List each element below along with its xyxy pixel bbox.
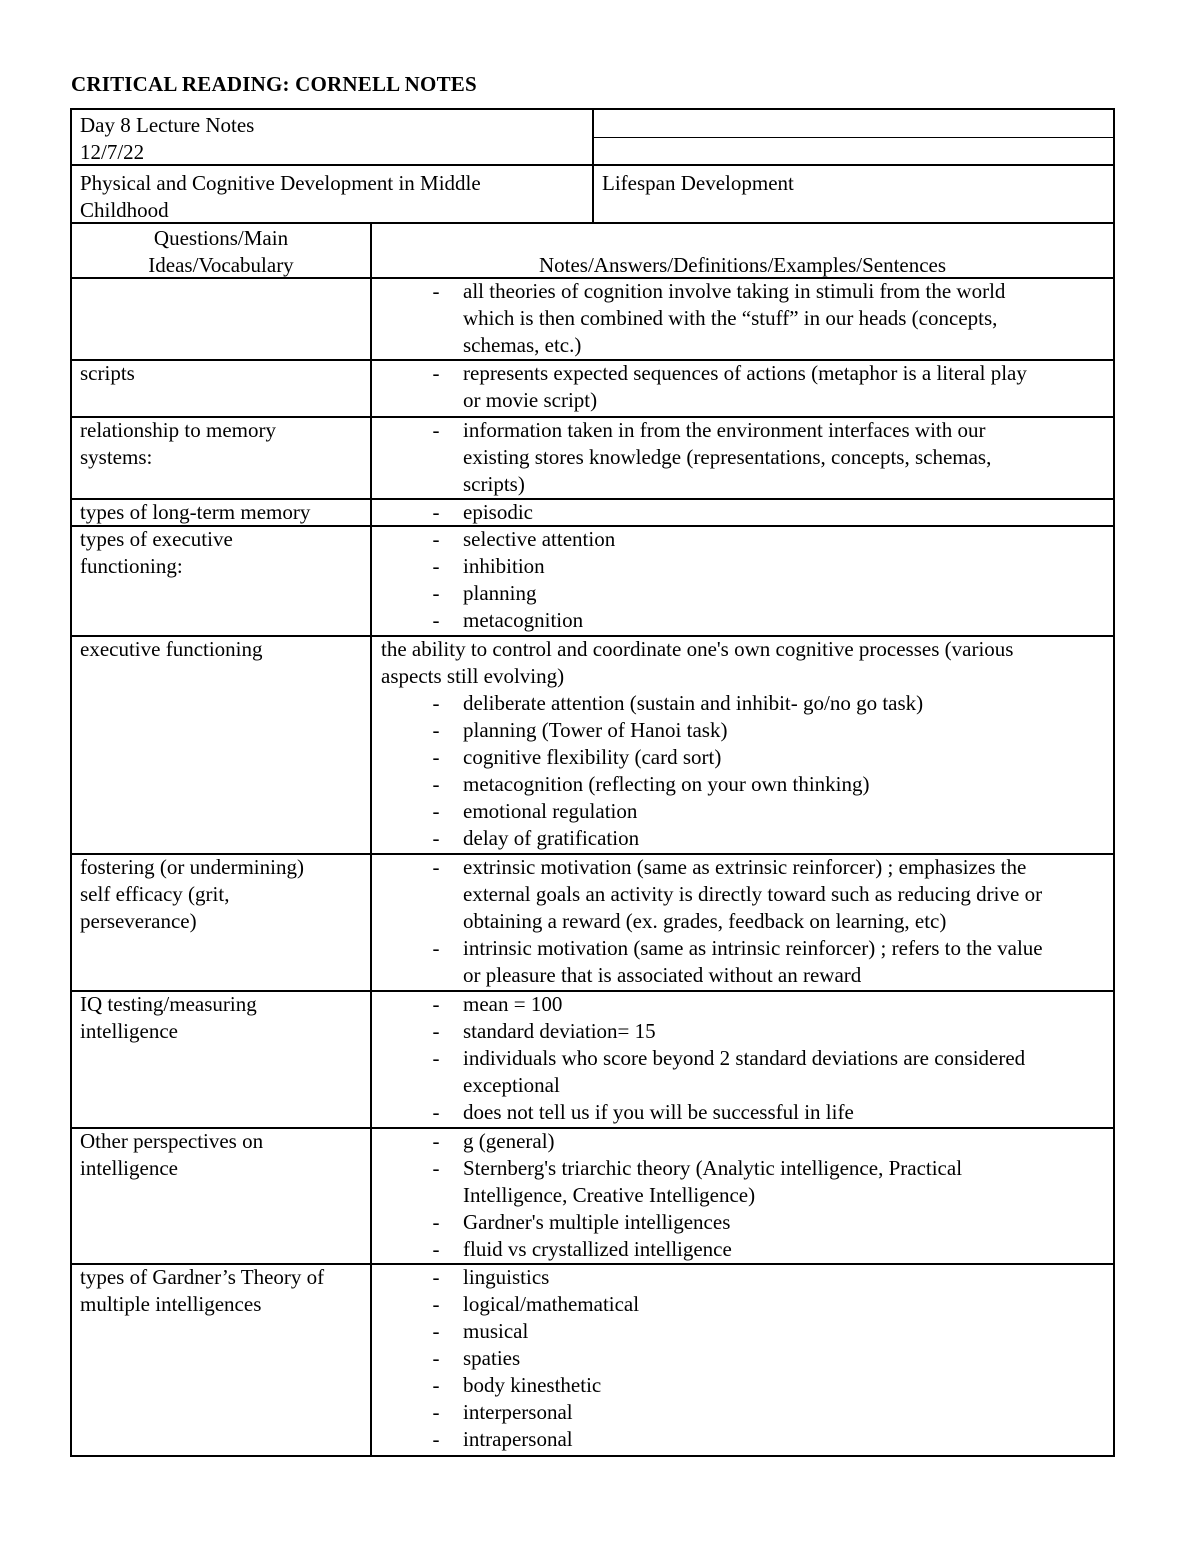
notes-cell <box>381 278 1005 359</box>
dash-bullet-icon: - <box>432 799 440 823</box>
dash-bullet-icon: - <box>432 826 440 850</box>
topic-title: Physical and Cognitive Development in Middle Childhood <box>80 171 481 222</box>
dash-bullet-icon: - <box>432 1292 440 1316</box>
dash-bullet-icon: - <box>432 527 440 551</box>
note-bullet: - extrinsic motivation (same as extrinsic reinforcer) ; emphasizes the external goals an activity is directly toward such as reducing drive or obtaining a reward (ex. grades, feedback on learning, etc) <box>381 854 1043 935</box>
note-bullet: - planning <box>381 580 615 607</box>
dash-bullet-icon: - <box>432 1210 440 1234</box>
dash-bullet-icon: - <box>432 1237 440 1261</box>
dash-bullet-icon: - <box>432 855 440 879</box>
note-bullet: - cognitive flexibility (card sort) <box>381 744 1013 771</box>
notes-cell <box>381 1128 962 1263</box>
note-bullet: - logical/mathematical <box>381 1291 639 1318</box>
dash-bullet-icon: - <box>432 772 440 796</box>
note-bullet: - episodic <box>381 499 533 526</box>
page-title: CRITICAL READING: CORNELL NOTES <box>71 72 477 96</box>
question-cell: types of executive functioning: <box>80 527 233 578</box>
left-column-heading: Questions/Main Ideas/Vocabulary <box>148 226 294 277</box>
question-cell: types of Gardner’s Theory of multiple intelligences <box>80 1265 325 1316</box>
period-field <box>596 139 1106 163</box>
note-bullet: - planning (Tower of Hanoi task) <box>381 717 1013 744</box>
note-bullet: - Sternberg's triarchic theory (Analytic intelligence, Practical Intelligence, Creative Intelligence) <box>381 1155 962 1209</box>
question-cell: IQ testing/measuring intelligence <box>80 992 257 1043</box>
question-cell: Other perspectives on intelligence <box>80 1129 264 1180</box>
note-bullet: - metacognition <box>381 607 615 634</box>
dash-bullet-icon: - <box>432 1400 440 1424</box>
notes-cell <box>381 1264 639 1453</box>
note-bullet: - information taken in from the environment interfaces with our existing stores knowledge (representations, concepts, schemas, scripts) <box>381 417 991 498</box>
note-bullet: - standard deviation= 15 <box>381 1018 1025 1045</box>
dash-bullet-icon: - <box>432 1346 440 1370</box>
notes-cell <box>381 360 1027 414</box>
notes-cell <box>381 499 533 526</box>
notes-cell <box>381 991 1025 1126</box>
dash-bullet-icon: - <box>432 691 440 715</box>
dash-bullet-icon: - <box>432 1319 440 1343</box>
dash-bullet-icon: - <box>432 418 440 442</box>
question-cell: executive functioning <box>80 637 263 661</box>
notes-cell <box>381 526 615 634</box>
note-bullet: - intrinsic motivation (same as intrinsic reinforcer) ; refers to the value or pleasure that is associated without an reward <box>381 935 1043 989</box>
notes-cell <box>381 636 1013 852</box>
dash-bullet-icon: - <box>432 1373 440 1397</box>
lecture-date: 12/7/22 <box>80 140 145 164</box>
note-bullet: - selective attention <box>381 526 615 553</box>
question-cell: relationship to memory systems: <box>80 418 276 469</box>
dash-bullet-icon: - <box>432 1129 440 1153</box>
dash-bullet-icon: - <box>432 608 440 632</box>
dash-bullet-icon: - <box>432 1019 440 1043</box>
dash-bullet-icon: - <box>432 745 440 769</box>
note-bullet: - individuals who score beyond 2 standard deviations are considered exceptional <box>381 1045 1025 1099</box>
note-bullet: - linguistics <box>381 1264 639 1291</box>
note-bullet: - deliberate attention (sustain and inhibit- go/no go task) <box>381 690 1013 717</box>
note-bullet: - fluid vs crystallized intelligence <box>381 1236 962 1263</box>
dash-bullet-icon: - <box>432 554 440 578</box>
right-column-heading: Notes/Answers/Definitions/Examples/Sentences <box>538 253 947 277</box>
note-bullet: - interpersonal <box>381 1399 639 1426</box>
note-paragraph: the ability to control and coordinate one's own cognitive processes (various aspects still evolving) <box>381 637 1014 688</box>
note-bullet: - represents expected sequences of actions (metaphor is a literal play or movie script) <box>381 360 1027 414</box>
question-cell: fostering (or undermining) self efficacy (grit, perseverance) <box>80 855 304 933</box>
note-bullet: - metacognition (reflecting on your own thinking) <box>381 771 1013 798</box>
dash-bullet-icon: - <box>432 1427 440 1451</box>
note-bullet: - all theories of cognition involve taking in stimuli from the world which is then combined with the “stuff” in our heads (concepts, schemas, etc.) <box>381 278 1005 359</box>
note-bullet: - delay of gratification <box>381 825 1013 852</box>
dash-bullet-icon: - <box>432 1156 440 1180</box>
note-bullet: - spaties <box>381 1345 639 1372</box>
dash-bullet-icon: - <box>432 1100 440 1124</box>
dash-bullet-icon: - <box>432 718 440 742</box>
question-cell: types of long-term memory <box>80 500 311 524</box>
question-cell: scripts <box>80 361 135 385</box>
notes-cell <box>381 854 1043 989</box>
note-bullet: - musical <box>381 1318 639 1345</box>
dash-bullet-icon: - <box>432 992 440 1016</box>
lecture-label: Day 8 Lecture Notes <box>80 113 255 137</box>
note-bullet: - Gardner's multiple intelligences <box>381 1209 962 1236</box>
note-bullet: - inhibition <box>381 553 615 580</box>
note-bullet: - intrapersonal <box>381 1426 639 1453</box>
dash-bullet-icon: - <box>432 500 440 524</box>
dash-bullet-icon: - <box>432 581 440 605</box>
note-bullet: - g (general) <box>381 1128 962 1155</box>
dash-bullet-icon: - <box>432 1046 440 1070</box>
dash-bullet-icon: - <box>432 361 440 385</box>
dash-bullet-icon: - <box>432 936 440 960</box>
name-field <box>596 110 1106 134</box>
course-name: Lifespan Development <box>602 171 794 195</box>
cornell-notes-table <box>70 108 1115 1455</box>
note-bullet: - emotional regulation <box>381 798 1013 825</box>
note-bullet: - does not tell us if you will be successful in life <box>381 1099 1025 1126</box>
note-bullet: - body kinesthetic <box>381 1372 639 1399</box>
dash-bullet-icon: - <box>432 1265 440 1289</box>
notes-cell <box>381 417 991 498</box>
note-bullet: - mean = 100 <box>381 991 1025 1018</box>
dash-bullet-icon: - <box>432 279 440 303</box>
